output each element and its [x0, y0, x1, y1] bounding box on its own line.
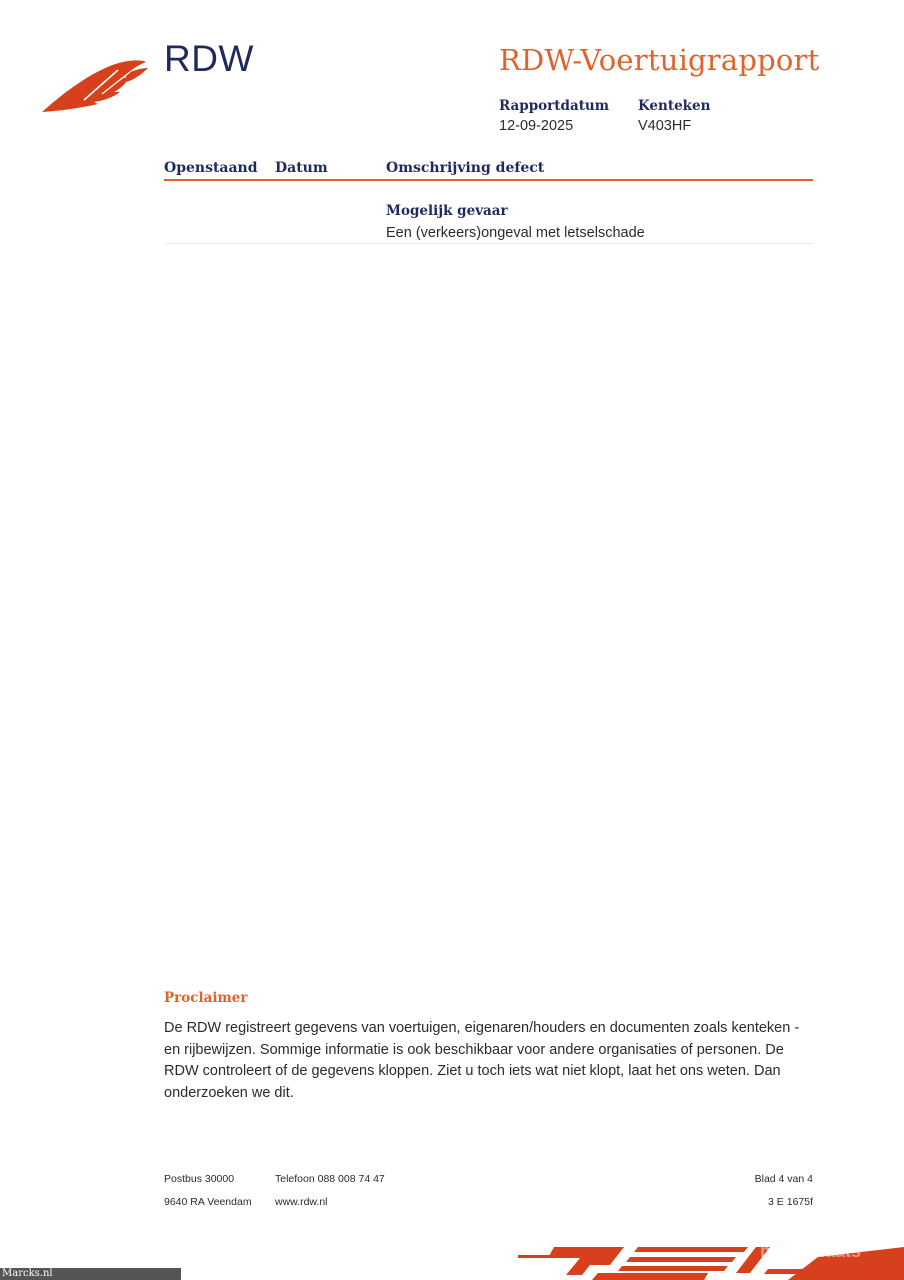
report-title: RDW-Voertuigrapport [499, 43, 820, 77]
footer-phone: Telefoon 088 008 74 47 [275, 1173, 385, 1185]
defect-danger-label: Mogelijk gevaar [386, 203, 508, 219]
column-header-openstaand: Openstaand [164, 160, 258, 176]
marketplace-watermark: marktplaats [760, 1241, 862, 1261]
brand-name: RDW [164, 38, 254, 79]
rdw-feather-icon [40, 56, 150, 116]
plate-value: V403HF [638, 118, 692, 134]
watermark-text: Marcks.nl [2, 1268, 53, 1279]
footer-code: 3 E 1675f [768, 1196, 813, 1208]
report-date-label: Rapportdatum [499, 98, 610, 114]
column-header-omschrijving: Omschrijving defect [386, 160, 545, 176]
footer-website[interactable]: www.rdw.nl [275, 1196, 328, 1208]
column-header-datum: Datum [275, 160, 328, 176]
footer-page-number: Blad 4 van 4 [754, 1173, 813, 1185]
proclaimer-title: Proclaimer [164, 990, 248, 1006]
table-row-divider [164, 243, 813, 244]
report-date-value: 12-09-2025 [499, 118, 574, 134]
footer-postbus: Postbus 30000 [164, 1173, 235, 1185]
defect-danger-text: Een (verkeers)ongeval met letselschade [386, 225, 645, 241]
footer-city: 9640 RA Veendam [164, 1196, 252, 1208]
plate-label: Kenteken [638, 98, 711, 114]
table-header-divider [164, 179, 813, 181]
proclaimer-text: De RDW registreert gegevens van voertuigen, eigenaren/houders en documenten zoals kenteken - en rijbewijzen. Sommige informatie is ook beschikbaar voor andere organisaties of personen. De RDW controleert of de gegevens kloppen. Ziet u toch iets wat niet klopt, laat het ons weten. Dan onderzoeken we dit. [164, 1020, 800, 1101]
